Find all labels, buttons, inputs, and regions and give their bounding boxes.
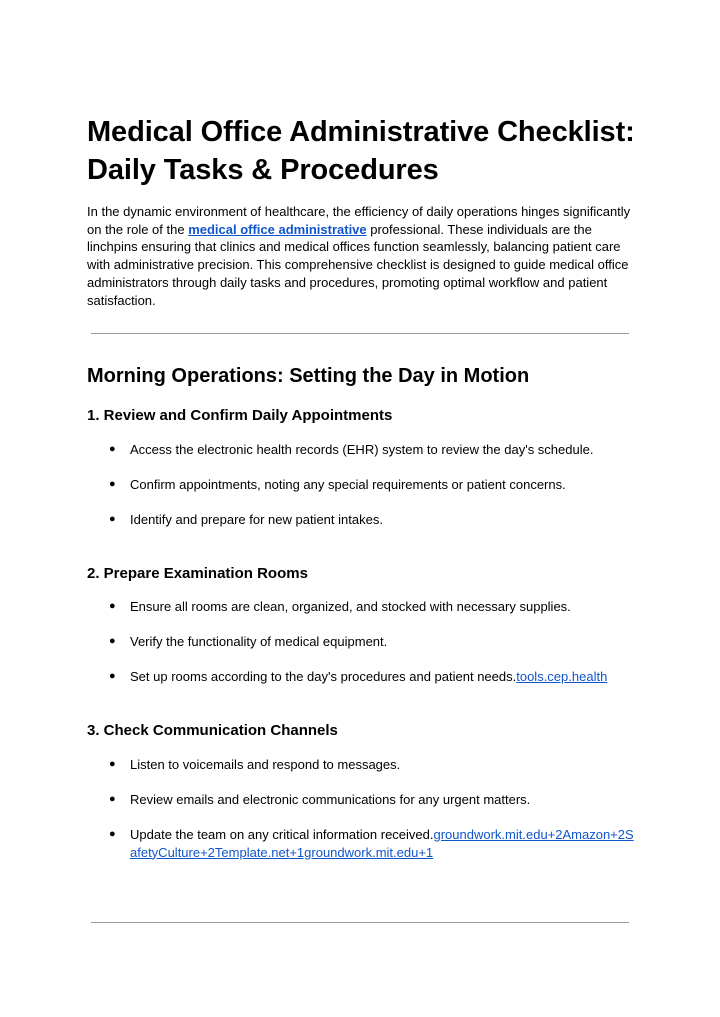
list-item-text: Confirm appointments, noting any special requirements or patient concerns. xyxy=(130,477,566,492)
subsection-heading-3: 3. Check Communication Channels xyxy=(87,722,338,739)
list-item xyxy=(87,598,635,616)
bullet-icon: ● xyxy=(109,443,116,455)
list-item xyxy=(87,511,635,529)
list-item xyxy=(87,668,635,686)
intro-paragraph xyxy=(87,203,635,309)
bullet-icon: ● xyxy=(109,635,116,647)
bullet-icon: ● xyxy=(109,828,116,840)
subsection-list-3 xyxy=(87,756,635,861)
bullet-icon: ● xyxy=(109,793,116,805)
bullet-icon: ● xyxy=(109,600,116,612)
subsection-list-2 xyxy=(87,598,635,686)
list-item-text: Ensure all rooms are clean, organized, and stocked with necessary supplies. xyxy=(130,599,571,614)
horizontal-rule-top xyxy=(91,333,629,334)
list-item-text: Verify the functionality of medical equipment. xyxy=(130,634,388,649)
list-item-text: Listen to voicemails and respond to messages. xyxy=(130,757,401,772)
document-title: Medical Office Administrative Checklist: Daily Tasks & Procedures xyxy=(87,116,635,186)
source-link[interactable]: tools.cep.health xyxy=(516,669,608,684)
list-item xyxy=(87,633,635,651)
subsection-list-1 xyxy=(87,441,635,529)
list-item xyxy=(87,476,635,494)
intro-link[interactable]: medical office administrative xyxy=(188,221,367,237)
bullet-icon: ● xyxy=(109,513,116,525)
list-item-text: Update the team on any critical information received. xyxy=(130,827,434,842)
intro-text-after-link: professional. These individuals are the linchpins ensuring that clinics and medical offices function seamlessly, balancing patient care with administrative precision. This comprehensive checklist is designed to guide medical office administrators through daily tasks and procedures, promoting optimal workflow and patient satisfaction. xyxy=(87,221,629,308)
list-item-text: Set up rooms according to the day's procedures and patient needs. xyxy=(130,669,517,684)
bullet-icon: ● xyxy=(109,478,116,490)
intro-text-before-link: In the dynamic environment of healthcare, the efficiency of daily operations hinges significantly on the role of the xyxy=(87,204,631,237)
list-item-text: Access the electronic health records (EHR) system to review the day's schedule. xyxy=(130,442,594,457)
source-link[interactable]: groundwork.mit.edu+2Amazon+2SafetyCulture+2Template.net+1groundwork.mit.edu+1 xyxy=(130,827,634,860)
list-item-text: Review emails and electronic communications for any urgent matters. xyxy=(130,792,531,807)
list-item xyxy=(87,826,635,861)
section-heading: Morning Operations: Setting the Day in Motion xyxy=(87,365,530,387)
bullet-icon: ● xyxy=(109,758,116,770)
subsection-heading-2: 2. Prepare Examination Rooms xyxy=(87,565,308,582)
list-item xyxy=(87,791,635,809)
list-item xyxy=(87,441,635,459)
bullet-icon: ● xyxy=(109,670,116,682)
list-item-text: Identify and prepare for new patient intakes. xyxy=(130,512,383,527)
list-item xyxy=(87,756,635,774)
subsection-heading-1: 1. Review and Confirm Daily Appointments xyxy=(87,407,393,424)
horizontal-rule-bottom xyxy=(91,922,629,923)
